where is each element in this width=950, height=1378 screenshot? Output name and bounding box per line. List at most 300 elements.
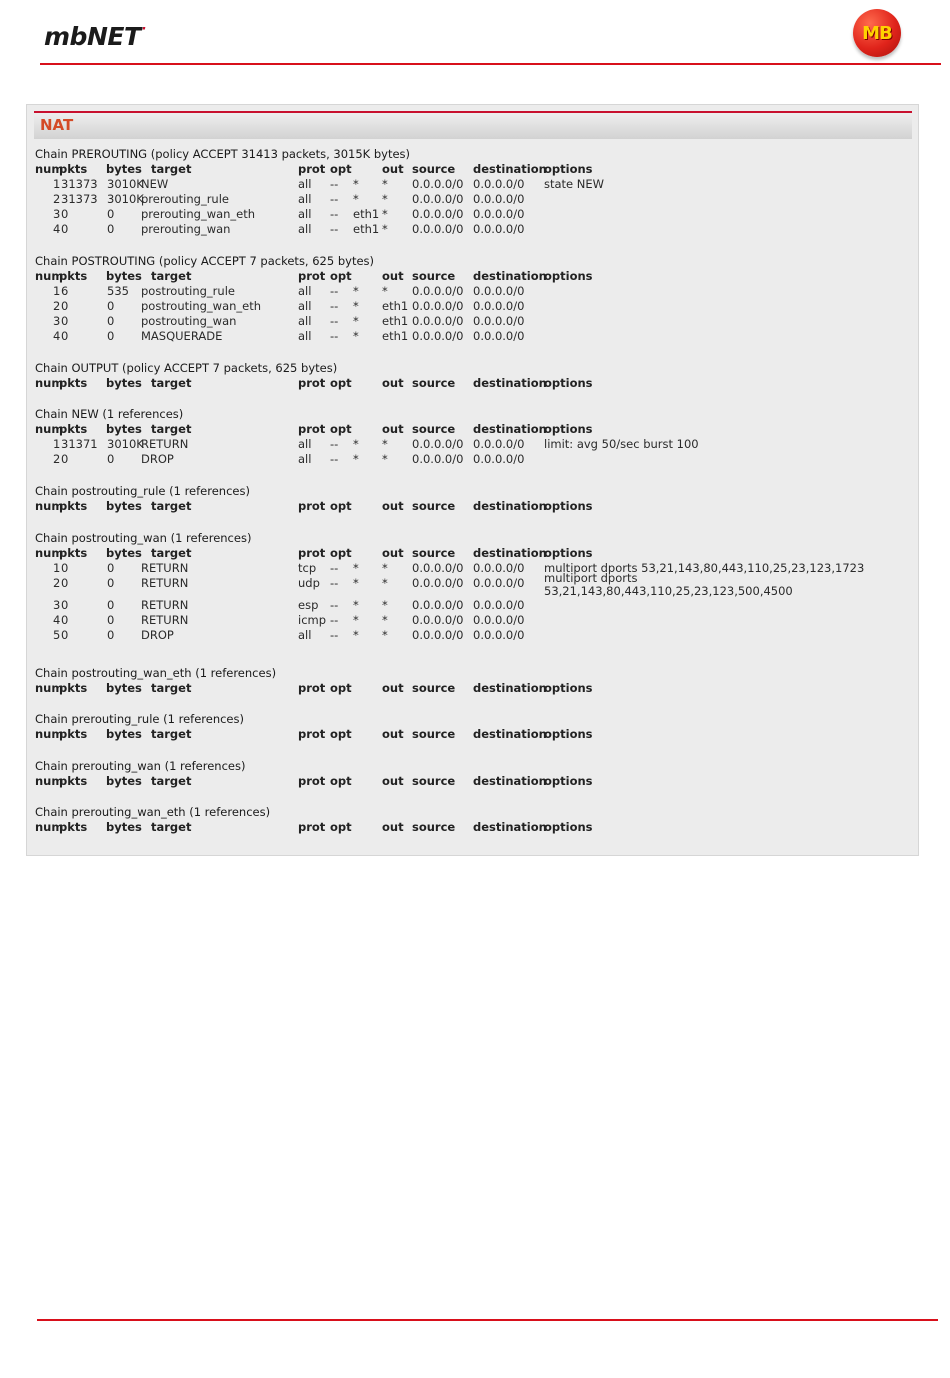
cell-in: eth1	[353, 222, 380, 236]
logo-mark: ·	[141, 22, 146, 37]
chain-prerouting	[35, 147, 605, 237]
cell-destination: 0.0.0.0/0	[473, 207, 525, 221]
rule-row	[35, 299, 525, 314]
column-header-out: out	[382, 727, 404, 741]
column-header-out: out	[382, 681, 404, 695]
cell-destination: 0.0.0.0/0	[473, 598, 525, 612]
chain-prerouting-rule	[35, 712, 593, 742]
cell-num: 5	[53, 628, 61, 642]
column-header-options: options	[544, 820, 593, 834]
cell-source: 0.0.0.0/0	[412, 576, 464, 590]
cell-opt: --	[330, 222, 339, 236]
chain-title: Chain postrouting_rule (1 references)	[35, 484, 250, 498]
cell-out: *	[382, 613, 388, 627]
cell-pkts: 0	[61, 222, 69, 236]
column-header-target: target	[151, 376, 192, 390]
column-header-opt: opt	[330, 376, 352, 390]
column-header-row	[35, 820, 593, 835]
column-header-bytes: bytes	[106, 269, 142, 283]
column-header-source: source	[412, 681, 456, 695]
column-header-options: options	[544, 546, 593, 560]
cell-prot: all	[298, 222, 312, 236]
column-header-prot: prot	[298, 820, 326, 834]
rule-row	[35, 207, 525, 222]
cell-target: prerouting_wan_eth	[141, 207, 256, 221]
cell-pkts: 0	[61, 613, 69, 627]
column-header-num: num	[35, 269, 64, 283]
cell-prot: all	[298, 177, 312, 191]
cell-in: *	[353, 314, 359, 328]
column-header-bytes: bytes	[106, 546, 142, 560]
cell-bytes: 0	[107, 628, 115, 642]
column-header-pkts: pkts	[59, 774, 88, 788]
cell-bytes: 0	[107, 598, 115, 612]
column-header-options: options	[544, 162, 593, 176]
column-header-bytes: bytes	[106, 499, 142, 513]
cell-bytes: 0	[107, 561, 115, 575]
cell-bytes: 0	[107, 299, 115, 313]
cell-out: *	[382, 598, 388, 612]
cell-in: *	[353, 561, 359, 575]
cell-pkts: 0	[61, 561, 69, 575]
column-header-prot: prot	[298, 546, 326, 560]
column-header-destination: destination	[473, 681, 547, 695]
cell-out: *	[382, 561, 388, 575]
cell-out: eth1	[382, 314, 409, 328]
column-header-prot: prot	[298, 422, 326, 436]
mb-badge-logo: MB	[853, 9, 901, 57]
cell-in: *	[353, 284, 359, 298]
column-header-prot: prot	[298, 162, 326, 176]
cell-opt: --	[330, 598, 339, 612]
cell-destination: 0.0.0.0/0	[473, 628, 525, 642]
cell-in: *	[353, 437, 359, 451]
column-header-bytes: bytes	[106, 162, 142, 176]
chain-postrouting	[35, 254, 593, 344]
column-header-num: num	[35, 499, 64, 513]
cell-bytes: 535	[107, 284, 129, 298]
column-header-bytes: bytes	[106, 376, 142, 390]
cell-target: postrouting_wan_eth	[141, 299, 262, 313]
cell-out: eth1	[382, 329, 409, 343]
column-header-opt: opt	[330, 681, 352, 695]
cell-num: 1	[53, 561, 61, 575]
column-header-options: options	[544, 376, 593, 390]
cell-bytes: 0	[107, 222, 115, 236]
cell-source: 0.0.0.0/0	[412, 437, 464, 451]
column-header-out: out	[382, 269, 404, 283]
cell-out: eth1	[382, 299, 409, 313]
column-header-bytes: bytes	[106, 820, 142, 834]
column-header-num: num	[35, 774, 64, 788]
cell-prot: all	[298, 299, 312, 313]
column-header-num: num	[35, 681, 64, 695]
column-header-num: num	[35, 162, 64, 176]
cell-pkts: 0	[61, 207, 69, 221]
column-header-row	[35, 269, 593, 284]
column-header-destination: destination	[473, 499, 547, 513]
cell-opt: --	[330, 628, 339, 642]
column-header-target: target	[151, 546, 192, 560]
column-header-source: source	[412, 774, 456, 788]
cell-out: *	[382, 284, 388, 298]
rule-row	[35, 437, 699, 452]
column-header-num: num	[35, 727, 64, 741]
cell-target: RETURN	[141, 437, 189, 451]
column-header-pkts: pkts	[59, 727, 88, 741]
rule-row	[35, 222, 525, 237]
column-header-target: target	[151, 499, 192, 513]
cell-num: 4	[53, 222, 61, 236]
chain-postrouting-wan-eth	[35, 666, 593, 696]
cell-out: *	[382, 628, 388, 642]
column-header-target: target	[151, 422, 192, 436]
column-header-source: source	[412, 820, 456, 834]
column-header-target: target	[151, 269, 192, 283]
cell-destination: 0.0.0.0/0	[473, 576, 525, 590]
section-header	[34, 111, 912, 139]
nat-panel	[26, 104, 919, 856]
cell-bytes: 3010K	[107, 192, 144, 206]
column-header-num: num	[35, 820, 64, 834]
column-header-options: options	[544, 422, 593, 436]
cell-num: 3	[53, 314, 61, 328]
cell-in: *	[353, 628, 359, 642]
cell-opt: --	[330, 299, 339, 313]
column-header-destination: destination	[473, 376, 547, 390]
column-header-out: out	[382, 422, 404, 436]
cell-destination: 0.0.0.0/0	[473, 222, 525, 236]
column-header-out: out	[382, 774, 404, 788]
chain-prerouting-wan	[35, 759, 593, 789]
cell-bytes: 0	[107, 329, 115, 343]
header-divider	[40, 63, 941, 65]
column-header-options: options	[544, 774, 593, 788]
column-header-prot: prot	[298, 727, 326, 741]
cell-prot: tcp	[298, 561, 317, 575]
cell-num: 2	[53, 576, 61, 590]
cell-bytes: 0	[107, 576, 115, 590]
column-header-pkts: pkts	[59, 681, 88, 695]
column-header-row	[35, 546, 593, 561]
chain-postrouting-rule	[35, 484, 593, 514]
cell-bytes: 0	[107, 314, 115, 328]
cell-pkts: 0	[61, 452, 69, 466]
cell-out: *	[382, 222, 388, 236]
cell-num: 3	[53, 207, 61, 221]
cell-bytes: 0	[107, 207, 115, 221]
cell-options	[544, 572, 793, 598]
cell-pkts: 0	[61, 598, 69, 612]
column-header-target: target	[151, 774, 192, 788]
column-header-opt: opt	[330, 774, 352, 788]
column-header-row	[35, 162, 593, 177]
column-header-source: source	[412, 422, 456, 436]
column-header-opt: opt	[330, 727, 352, 741]
column-header-source: source	[412, 376, 456, 390]
column-header-out: out	[382, 546, 404, 560]
cell-target: RETURN	[141, 598, 189, 612]
cell-num: 1	[53, 437, 61, 451]
column-header-target: target	[151, 820, 192, 834]
cell-destination: 0.0.0.0/0	[473, 299, 525, 313]
cell-destination: 0.0.0.0/0	[473, 314, 525, 328]
column-header-destination: destination	[473, 269, 547, 283]
cell-target: DROP	[141, 628, 174, 642]
column-header-opt: opt	[330, 546, 352, 560]
cell-destination: 0.0.0.0/0	[473, 437, 525, 451]
cell-target: RETURN	[141, 561, 189, 575]
rule-row	[35, 314, 525, 329]
cell-pkts: 6	[61, 284, 69, 298]
cell-prot: icmp	[298, 613, 327, 627]
cell-num: 3	[53, 598, 61, 612]
cell-source: 0.0.0.0/0	[412, 329, 464, 343]
cell-num: 2	[53, 192, 61, 206]
cell-source: 0.0.0.0/0	[412, 222, 464, 236]
column-header-target: target	[151, 727, 192, 741]
cell-out: *	[382, 192, 388, 206]
cell-in: *	[353, 452, 359, 466]
cell-source: 0.0.0.0/0	[412, 314, 464, 328]
column-header-destination: destination	[473, 727, 547, 741]
cell-prot: all	[298, 314, 312, 328]
column-header-options: options	[544, 727, 593, 741]
column-header-target: target	[151, 681, 192, 695]
cell-prot: all	[298, 628, 312, 642]
cell-target: postrouting_wan	[141, 314, 237, 328]
cell-num: 2	[53, 452, 61, 466]
cell-target: NEW	[141, 177, 169, 191]
column-header-row	[35, 422, 593, 437]
column-header-prot: prot	[298, 774, 326, 788]
column-header-opt: opt	[330, 499, 352, 513]
column-header-row	[35, 499, 593, 514]
cell-source: 0.0.0.0/0	[412, 628, 464, 642]
chain-title: Chain postrouting_wan_eth (1 references)	[35, 666, 277, 680]
cell-opt: --	[330, 314, 339, 328]
cell-pkts: 31373	[61, 192, 98, 206]
cell-in: eth1	[353, 207, 380, 221]
cell-bytes: 3010K	[107, 177, 144, 191]
column-header-pkts: pkts	[59, 376, 88, 390]
cell-num: 4	[53, 329, 61, 343]
column-header-opt: opt	[330, 422, 352, 436]
column-header-bytes: bytes	[106, 422, 142, 436]
chain-new	[35, 407, 699, 467]
cell-source: 0.0.0.0/0	[412, 177, 464, 191]
cell-opt: --	[330, 207, 339, 221]
column-header-bytes: bytes	[106, 727, 142, 741]
column-header-out: out	[382, 376, 404, 390]
rule-row	[35, 452, 525, 467]
column-header-opt: opt	[330, 162, 352, 176]
column-header-options: options	[544, 269, 593, 283]
cell-destination: 0.0.0.0/0	[473, 284, 525, 298]
column-header-prot: prot	[298, 499, 326, 513]
column-header-row	[35, 774, 593, 789]
column-header-options: options	[544, 499, 593, 513]
cell-prot: all	[298, 437, 312, 451]
cell-source: 0.0.0.0/0	[412, 452, 464, 466]
cell-bytes: 0	[107, 452, 115, 466]
column-header-destination: destination	[473, 422, 547, 436]
chain-title: Chain OUTPUT (policy ACCEPT 7 packets, 625 bytes)	[35, 361, 338, 375]
column-header-opt: opt	[330, 269, 352, 283]
column-header-source: source	[412, 162, 456, 176]
column-header-bytes: bytes	[106, 774, 142, 788]
column-header-destination: destination	[473, 546, 547, 560]
cell-prot: all	[298, 284, 312, 298]
cell-num: 2	[53, 299, 61, 313]
column-header-row	[35, 376, 593, 391]
cell-target: RETURN	[141, 576, 189, 590]
cell-options-line: 53,21,143,80,443,110,25,23,123,500,4500	[544, 584, 793, 598]
rule-row	[35, 177, 605, 192]
cell-prot: udp	[298, 576, 320, 590]
cell-prot: all	[298, 452, 312, 466]
cell-pkts: 0	[61, 628, 69, 642]
column-header-prot: prot	[298, 376, 326, 390]
cell-destination: 0.0.0.0/0	[473, 177, 525, 191]
cell-destination: 0.0.0.0/0	[473, 561, 525, 575]
column-header-num: num	[35, 546, 64, 560]
column-header-destination: destination	[473, 820, 547, 834]
column-header-pkts: pkts	[59, 499, 88, 513]
cell-opt: --	[330, 177, 339, 191]
chain-title: Chain prerouting_wan (1 references)	[35, 759, 246, 773]
rule-row	[35, 561, 865, 576]
cell-out: *	[382, 207, 388, 221]
cell-source: 0.0.0.0/0	[412, 299, 464, 313]
column-header-source: source	[412, 499, 456, 513]
column-header-target: target	[151, 162, 192, 176]
cell-in: *	[353, 576, 359, 590]
cell-target: RETURN	[141, 613, 189, 627]
cell-prot: all	[298, 329, 312, 343]
column-header-pkts: pkts	[59, 820, 88, 834]
cell-out: *	[382, 437, 388, 451]
cell-source: 0.0.0.0/0	[412, 561, 464, 575]
rule-row	[35, 284, 525, 299]
rule-row	[35, 613, 525, 628]
cell-in: *	[353, 299, 359, 313]
chain-title: Chain postrouting_wan (1 references)	[35, 531, 252, 545]
rule-row	[35, 192, 525, 207]
cell-opt: --	[330, 613, 339, 627]
chain-title: Chain NEW (1 references)	[35, 407, 184, 421]
column-header-pkts: pkts	[59, 269, 88, 283]
chain-title: Chain POSTROUTING (policy ACCEPT 7 packets, 625 bytes)	[35, 254, 375, 268]
cell-pkts: 0	[61, 314, 69, 328]
column-header-source: source	[412, 546, 456, 560]
column-header-row	[35, 681, 593, 696]
cell-source: 0.0.0.0/0	[412, 613, 464, 627]
cell-target: prerouting_wan	[141, 222, 231, 236]
cell-out: *	[382, 576, 388, 590]
cell-pkts: 0	[61, 329, 69, 343]
column-header-prot: prot	[298, 681, 326, 695]
chain-prerouting-wan-eth	[35, 805, 593, 835]
cell-out: *	[382, 452, 388, 466]
cell-prot: all	[298, 207, 312, 221]
cell-options: limit: avg 50/sec burst 100	[544, 437, 699, 451]
cell-source: 0.0.0.0/0	[412, 284, 464, 298]
column-header-pkts: pkts	[59, 422, 88, 436]
section-title: NAT	[40, 116, 74, 134]
cell-opt: --	[330, 284, 339, 298]
cell-prot: all	[298, 192, 312, 206]
cell-pkts: 0	[61, 576, 69, 590]
cell-opt: --	[330, 329, 339, 343]
cell-pkts: 31373	[61, 177, 98, 191]
cell-destination: 0.0.0.0/0	[473, 329, 525, 343]
cell-destination: 0.0.0.0/0	[473, 192, 525, 206]
column-header-pkts: pkts	[59, 546, 88, 560]
column-header-out: out	[382, 499, 404, 513]
cell-target: DROP	[141, 452, 174, 466]
column-header-bytes: bytes	[106, 681, 142, 695]
column-header-destination: destination	[473, 162, 547, 176]
cell-source: 0.0.0.0/0	[412, 192, 464, 206]
chain-output	[35, 361, 593, 391]
cell-bytes: 0	[107, 613, 115, 627]
column-header-options: options	[544, 681, 593, 695]
column-header-source: source	[412, 269, 456, 283]
column-header-out: out	[382, 162, 404, 176]
cell-in: *	[353, 329, 359, 343]
rule-row	[35, 598, 525, 613]
cell-pkts: 0	[61, 299, 69, 313]
cell-options: state NEW	[544, 177, 605, 191]
column-header-destination: destination	[473, 774, 547, 788]
rule-row	[35, 628, 525, 643]
chain-title: Chain prerouting_wan_eth (1 references)	[35, 805, 271, 819]
cell-destination: 0.0.0.0/0	[473, 613, 525, 627]
cell-opt: --	[330, 561, 339, 575]
chain-postrouting-wan	[35, 531, 865, 643]
column-header-opt: opt	[330, 820, 352, 834]
column-header-num: num	[35, 422, 64, 436]
cell-opt: --	[330, 452, 339, 466]
cell-source: 0.0.0.0/0	[412, 207, 464, 221]
cell-in: *	[353, 177, 359, 191]
rule-row	[35, 571, 793, 598]
cell-options: multiport dports 53,21,143,80,443,110,25,23,123,1723	[544, 561, 865, 575]
cell-pkts: 31371	[61, 437, 98, 451]
chain-title: Chain PREROUTING (policy ACCEPT 31413 packets, 3015K bytes)	[35, 147, 411, 161]
cell-bytes: 3010K	[107, 437, 144, 451]
cell-in: *	[353, 598, 359, 612]
column-header-row	[35, 727, 593, 742]
cell-num: 1	[53, 284, 61, 298]
cell-opt: --	[330, 576, 339, 590]
cell-target: postrouting_rule	[141, 284, 235, 298]
cell-target: prerouting_rule	[141, 192, 229, 206]
rule-row	[35, 329, 525, 344]
mbnet-logo: mbNET·	[44, 22, 146, 51]
cell-num: 4	[53, 613, 61, 627]
cell-opt: --	[330, 192, 339, 206]
chain-title: Chain prerouting_rule (1 references)	[35, 712, 244, 726]
cell-in: *	[353, 613, 359, 627]
column-header-num: num	[35, 376, 64, 390]
footer-divider	[37, 1319, 938, 1321]
cell-opt: --	[330, 437, 339, 451]
cell-destination: 0.0.0.0/0	[473, 452, 525, 466]
column-header-source: source	[412, 727, 456, 741]
cell-in: *	[353, 192, 359, 206]
